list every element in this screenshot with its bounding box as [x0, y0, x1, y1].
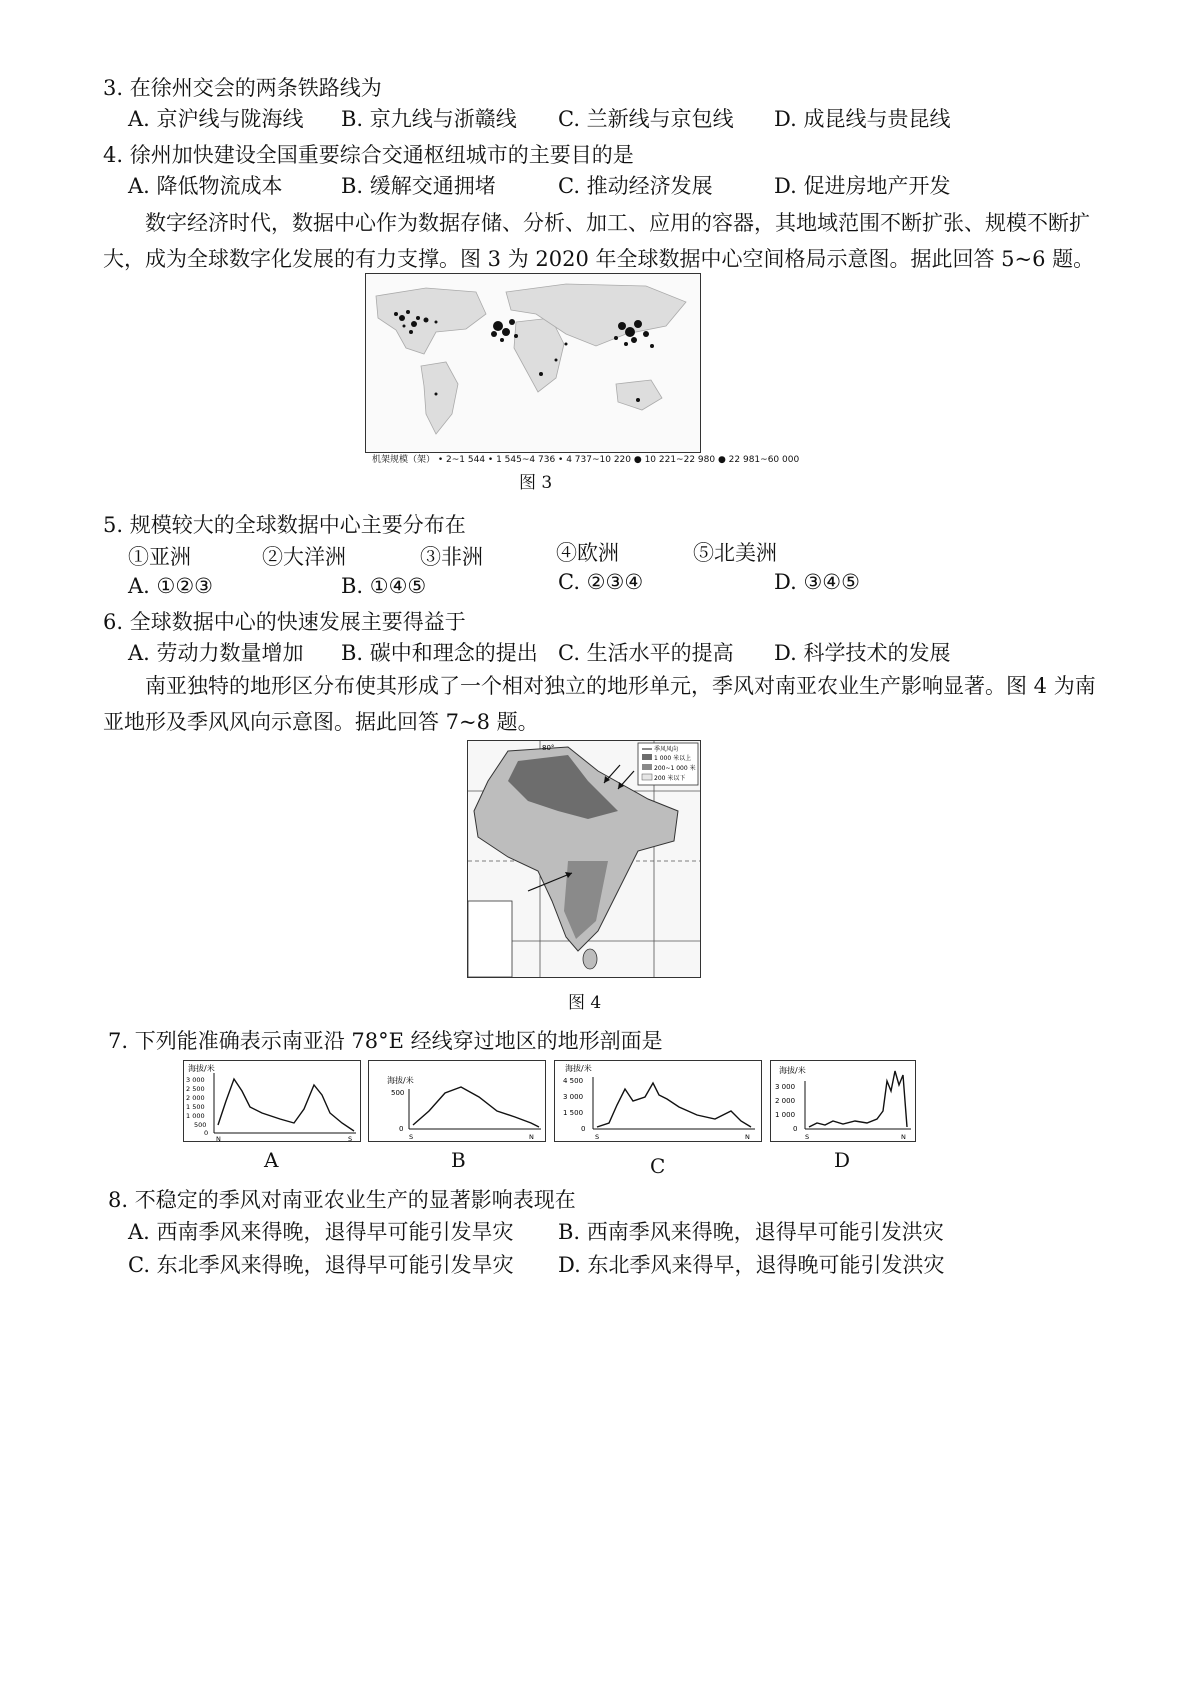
question-6-stem: 6. 全球数据中心的快速发展主要得益于 — [103, 610, 466, 634]
question-4-option-c: C. 推动经济发展 — [558, 174, 713, 198]
profile-c-tick: 4 500 — [563, 1077, 584, 1085]
profile-b-right-end: N — [529, 1133, 534, 1141]
question-8-option-c: C. 东北季风来得晚，退得早可能引发旱灾 — [128, 1253, 514, 1277]
passage-data-center: 数字经济时代，数据中心作为数据存储、分析、加工、应用的容器，其地域范围不断扩张、规模不断扩大，成为全球数字化发展的有力支撑。图 3 为 2020 年全球数据中心空间格局示意图。据此回答 5~6 题。 — [103, 211, 1095, 271]
question-5-option-a: A. ①②③ — [128, 574, 213, 598]
profile-c-graphic — [555, 1061, 761, 1141]
fig4-legend-0: 季风风向 — [654, 746, 679, 753]
question-7-stem: 7. 下列能准确表示南亚沿 78°E 经线穿过地区的地形剖面是 — [108, 1029, 663, 1053]
profile-c-tick: 1 500 — [563, 1109, 584, 1117]
profile-c-tick: 3 000 — [563, 1093, 584, 1101]
profile-c-letter: C — [650, 1154, 666, 1178]
question-3-option-a: A. 京沪线与陇海线 — [128, 107, 304, 131]
profile-a-left-end: N — [216, 1135, 221, 1141]
profile-b-tick: 0 — [399, 1125, 404, 1133]
profile-d-left-end: S — [805, 1133, 810, 1141]
profile-d-chart — [770, 1060, 916, 1142]
question-3-option-c: C. 兰新线与京包线 — [558, 107, 734, 131]
profile-a-graphic — [184, 1061, 360, 1141]
question-6-option-d: D. 科学技术的发展 — [774, 641, 951, 665]
profile-b-left-end: S — [409, 1133, 414, 1141]
question-5-option-c: C. ②③④ — [558, 570, 644, 594]
passage-south-asia: 南亚独特的地形区分布使其形成了一个相对独立的地形单元，季风对南亚农业生产影响显著。图 4 为南亚地形及季风风向示意图。据此回答 7~8 题。 — [103, 674, 1096, 734]
question-5-item-3: ③非洲 — [420, 545, 483, 569]
question-4-option-d: D. 促进房地产开发 — [774, 174, 951, 198]
figure-4-south-asia-map — [467, 740, 701, 978]
question-5-item-2: ②大洋洲 — [262, 545, 346, 569]
profile-a-tick: 3 000 — [186, 1076, 205, 1084]
question-4-stem: 4. 徐州加快建设全国重要综合交通枢纽城市的主要目的是 — [103, 143, 634, 167]
question-5-item-5: ⑤北美洲 — [693, 541, 777, 565]
profile-b-ylabel: 海拔/米 — [387, 1076, 414, 1085]
fig4-legend-3: 200 米以下 — [654, 775, 686, 782]
profile-b-graphic — [369, 1061, 545, 1141]
fig4-legend-1: 1 000 米以上 — [654, 755, 692, 762]
question-8-option-a: A. 西南季风来得晚，退得早可能引发旱灾 — [128, 1220, 514, 1244]
profile-c-chart — [554, 1060, 762, 1142]
question-3-stem: 3. 在徐州交会的两条铁路线为 — [103, 76, 382, 100]
figure-3-world-map — [365, 273, 701, 453]
question-6-option-a: A. 劳动力数量增加 — [128, 641, 304, 665]
profile-b-chart — [368, 1060, 546, 1142]
world-map-graphic — [366, 274, 700, 452]
question-5-option-b: B. ①④⑤ — [341, 574, 427, 598]
question-6-option-b: B. 碳中和理念的提出 — [341, 641, 538, 665]
figure-4-caption: 图 4 — [568, 993, 602, 1013]
profile-d-tick: 2 000 — [775, 1097, 796, 1105]
profile-d-tick: 1 000 — [775, 1111, 796, 1119]
profile-a-chart — [183, 1060, 361, 1142]
figure-3-legend: 机架规模（架） • 2~1 544 • 1 545~4 736 • 4 737~10 220 ● 10 221~22 980 ● 22 981~60 000 — [372, 455, 800, 465]
question-4-option-a: A. 降低物流成本 — [128, 174, 283, 198]
question-5-item-4: ④欧洲 — [556, 541, 619, 565]
profile-d-letter: D — [834, 1148, 851, 1172]
profile-c-tick: 0 — [581, 1125, 586, 1133]
question-8-option-d: D. 东北季风来得早，退得晚可能引发洪灾 — [558, 1253, 945, 1277]
profile-a-tick: 500 — [194, 1121, 207, 1129]
profile-d-tick: 3 000 — [775, 1083, 796, 1091]
question-5-stem: 5. 规模较大的全球数据中心主要分布在 — [103, 513, 466, 537]
figure-3-caption: 图 3 — [519, 473, 553, 493]
fig4-legend-2: 200~1 000 米 — [654, 765, 696, 772]
profile-d-ylabel: 海拔/米 — [779, 1066, 806, 1075]
question-8-option-b: B. 西南季风来得晚，退得早可能引发洪灾 — [558, 1220, 944, 1244]
profile-a-right-end: S — [348, 1135, 353, 1141]
profile-a-ylabel: 海拔/米 — [188, 1064, 215, 1073]
question-3-option-d: D. 成昆线与贵昆线 — [774, 107, 951, 131]
profile-c-ylabel: 海拔/米 — [565, 1064, 592, 1073]
question-5-option-d: D. ③④⑤ — [774, 570, 860, 594]
profile-d-right-end: N — [901, 1133, 906, 1141]
profile-b-tick: 500 — [391, 1089, 405, 1097]
profile-a-tick: 1 500 — [186, 1103, 205, 1111]
question-6-option-c: C. 生活水平的提高 — [558, 641, 734, 665]
question-5-item-1: ①亚洲 — [128, 545, 191, 569]
profile-c-left-end: S — [595, 1133, 600, 1141]
profile-d-graphic — [771, 1061, 915, 1141]
profile-d-tick: 0 — [793, 1125, 798, 1133]
south-asia-map-graphic — [468, 741, 700, 977]
question-4-option-b: B. 缓解交通拥堵 — [341, 174, 496, 198]
question-3-option-b: B. 京九线与浙赣线 — [341, 107, 517, 131]
profile-c-right-end: N — [745, 1133, 750, 1141]
profile-b-letter: B — [451, 1148, 466, 1172]
profile-a-letter: A — [264, 1148, 279, 1172]
profile-a-tick: 2 500 — [186, 1085, 205, 1093]
question-8-stem: 8. 不稳定的季风对南亚农业生产的显著影响表现在 — [108, 1188, 576, 1212]
fig4-longitude-label: 80° — [542, 744, 555, 752]
profile-a-tick: 2 000 — [186, 1094, 205, 1102]
profile-a-tick: 1 000 — [186, 1112, 205, 1120]
profile-a-tick: 0 — [204, 1129, 209, 1137]
